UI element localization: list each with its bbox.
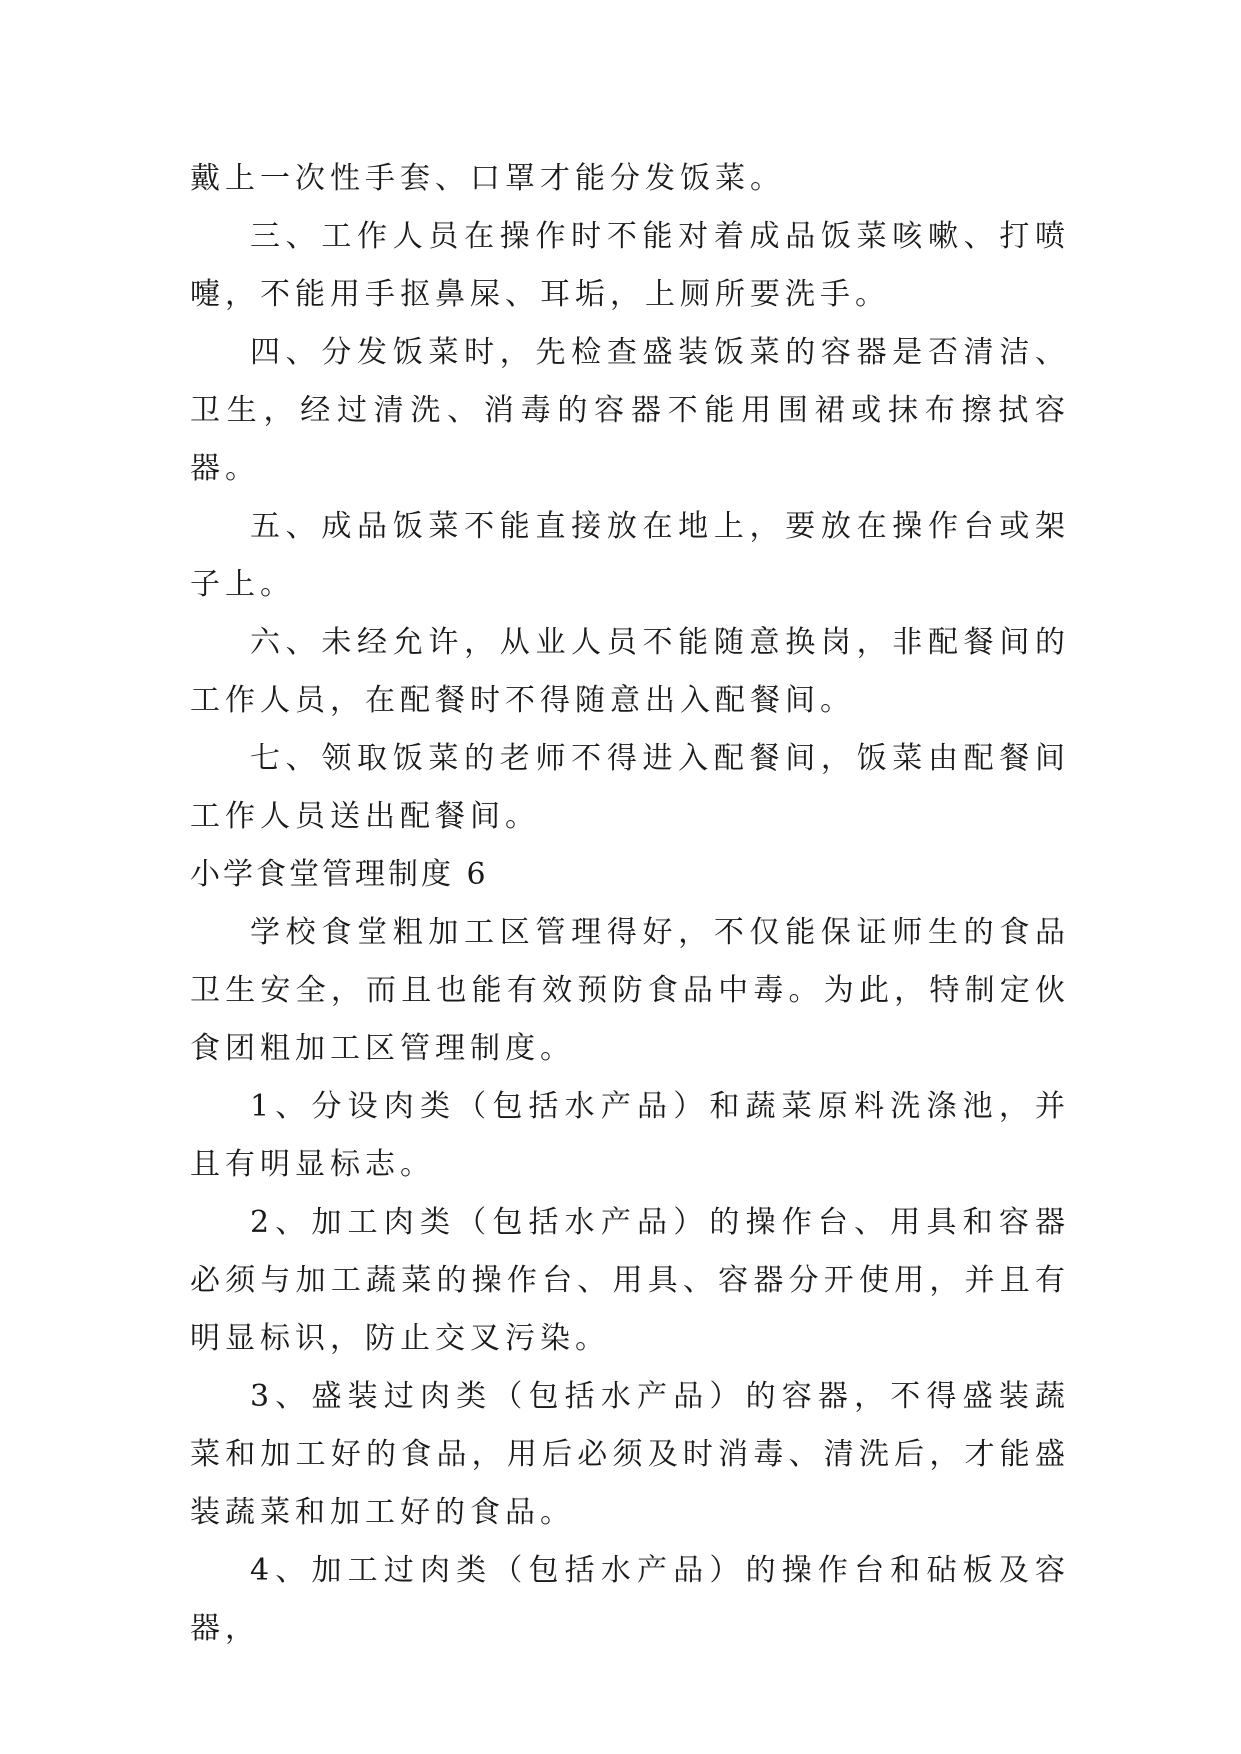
document-body: [190, 150, 1070, 1658]
section-title: 小学食堂管理制度 6: [190, 857, 489, 892]
paragraph-intro: 学校食堂粗加工区管理得好，不仅能保证师生的食品卫生安全，而且也能有效预防食品中毒。为此，特制定伙食团粗加工区管理制度。: [190, 915, 1070, 1066]
paragraph-rule-1: 1、分设肉类（包括水产品）和蔬菜原料洗涤池，并且有明显标志。: [190, 1089, 1070, 1182]
paragraph-rule-3: 3、盛装过肉类（包括水产品）的容器，不得盛装蔬菜和加工好的食品，用后必须及时消毒、清洗后，才能盛装蔬菜和加工好的食品。: [190, 1379, 1070, 1530]
paragraph-item-3: 三、工作人员在操作时不能对着成品饭菜咳嗽、打喷嚏，不能用手抠鼻屎、耳垢，上厕所要洗手。: [190, 219, 1070, 312]
paragraph-continuation: 戴上一次性手套、口罩才能分发饭菜。: [190, 161, 785, 196]
paragraph-rule-2: 2、加工肉类（包括水产品）的操作台、用具和容器必须与加工蔬菜的操作台、用具、容器分开使用，并且有明显标识，防止交叉污染。: [190, 1205, 1070, 1356]
paragraph-item-4: 四、分发饭菜时，先检查盛装饭菜的容器是否清洁、卫生，经过清洗、消毒的容器不能用围裙或抹布擦拭容器。: [190, 335, 1070, 486]
paragraph-item-6: 六、未经允许，从业人员不能随意换岗，非配餐间的工作人员，在配餐时不得随意出入配餐间。: [190, 625, 1070, 718]
paragraph-item-5: 五、成品饭菜不能直接放在地上，要放在操作台或架子上。: [190, 509, 1070, 602]
paragraph-item-7: 七、领取饭菜的老师不得进入配餐间，饭菜由配餐间工作人员送出配餐间。: [190, 741, 1070, 834]
paragraph-rule-4: 4、加工过肉类（包括水产品）的操作台和砧板及容器，: [190, 1553, 1070, 1646]
